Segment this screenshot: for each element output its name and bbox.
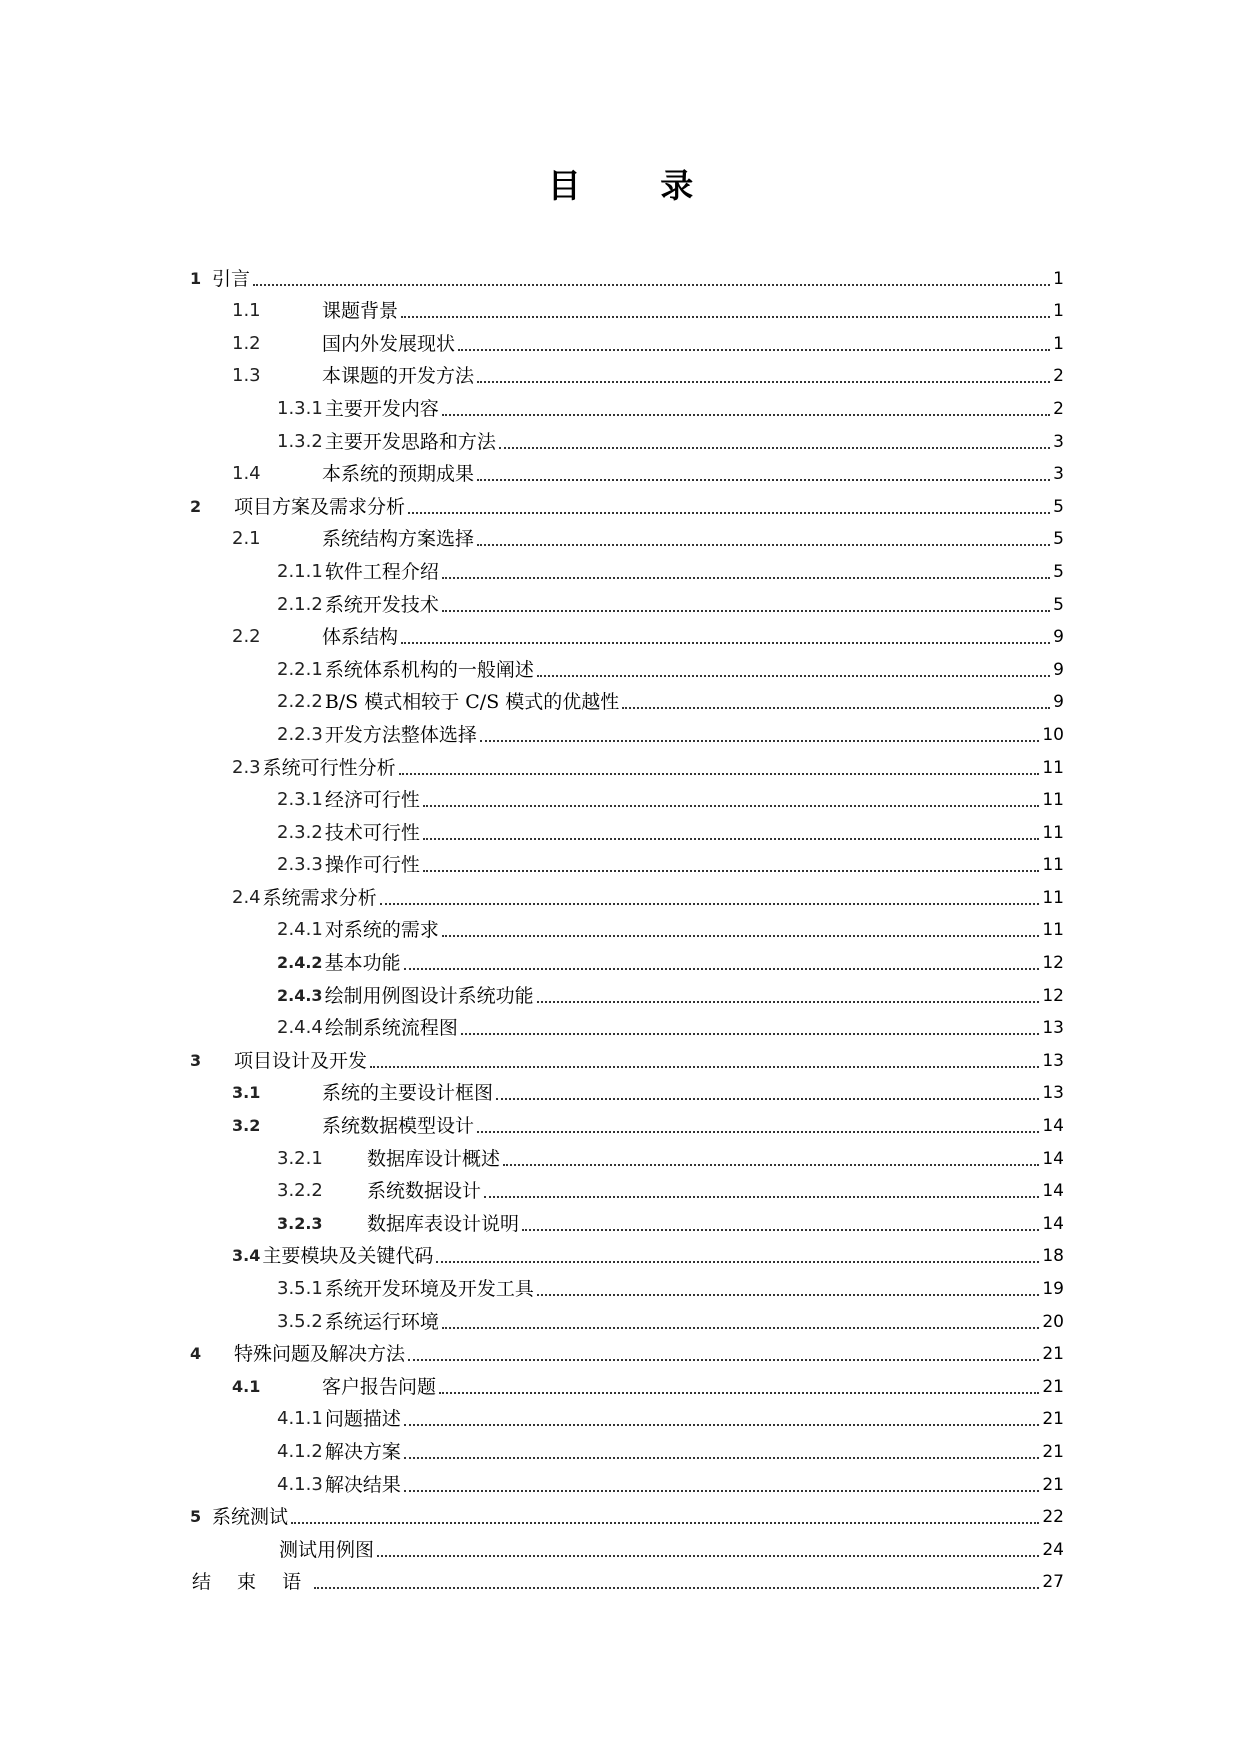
dot-leader	[537, 1293, 1040, 1296]
toc-entry-title: 软件工程介绍	[324, 560, 439, 583]
toc-entry[interactable]	[190, 812, 1064, 845]
toc-entry-number: 3.2.3	[277, 1213, 323, 1233]
toc-entry-number: 3.2.1	[277, 1147, 323, 1169]
dot-leader	[499, 446, 1050, 449]
toc-entry[interactable]	[190, 258, 1064, 291]
toc-entry-page: 1	[1053, 301, 1064, 322]
dot-leader	[291, 1521, 1039, 1524]
toc-entry-number: 2.3.2	[277, 821, 323, 843]
toc-entry-page: 9	[1053, 659, 1064, 680]
toc-entry-number: 2.4	[232, 886, 261, 908]
toc-entry[interactable]	[190, 780, 1064, 813]
toc-entry-number: 2.4.4	[277, 1017, 323, 1039]
toc-entry-page: 21	[1042, 1376, 1064, 1397]
toc-entry[interactable]	[190, 1008, 1064, 1041]
toc-entry-page: 11	[1042, 822, 1064, 843]
toc-entry[interactable]	[190, 421, 1064, 454]
dot-leader	[370, 1065, 1039, 1068]
toc-entry-title: 系统数据设计	[367, 1180, 482, 1203]
toc-entry-number: 5	[190, 1507, 202, 1527]
toc-entry-title: 数据库设计概述	[367, 1147, 501, 1170]
toc-entry-page: 3	[1053, 464, 1064, 485]
toc-entry-page: 24	[1042, 1539, 1064, 1560]
toc-entry-number: 4.1	[232, 1376, 261, 1396]
toc-entry[interactable]	[190, 649, 1064, 682]
toc-entry-page: 1	[1053, 333, 1064, 354]
toc-entry-number: 1.3	[232, 365, 261, 387]
toc-entry-title: 系统数据模型设计	[322, 1115, 475, 1138]
toc-entry-title: 操作可行性	[324, 854, 420, 877]
toc-entry-page: 9	[1053, 692, 1064, 713]
toc-entry-page: 5	[1053, 594, 1064, 615]
dot-leader	[537, 1000, 1040, 1003]
toc-entry-title: 经济可行性	[324, 789, 420, 812]
toc-entry[interactable]	[190, 584, 1064, 617]
dot-leader	[461, 1032, 1040, 1035]
toc-entry[interactable]	[190, 942, 1064, 975]
toc-entry-number: 3.4	[232, 1246, 261, 1266]
toc-entry-page: 13	[1042, 1018, 1064, 1039]
toc-entry-number: 2.1.1	[277, 560, 323, 582]
toc-entry[interactable]	[190, 1464, 1064, 1497]
toc-entry-number: 3.2	[232, 1116, 261, 1136]
dot-leader	[380, 902, 1040, 905]
dot-leader	[522, 1228, 1039, 1231]
toc-entry-title: B/S 模式相较于 C/S 模式的优越性	[324, 691, 620, 714]
toc-entry-number: 1.4	[232, 463, 261, 485]
toc-entry[interactable]	[190, 1529, 1064, 1562]
toc-entry[interactable]	[190, 1236, 1064, 1269]
toc-entry-title: 结 束 语	[192, 1571, 312, 1594]
dot-leader	[404, 1489, 1040, 1492]
toc-entry[interactable]	[190, 1203, 1064, 1236]
toc-entry-title: 系统结构方案选择	[322, 528, 475, 551]
toc-entry-number: 2.3.1	[277, 789, 323, 811]
dot-leader	[408, 1358, 1039, 1361]
toc-entry[interactable]	[190, 486, 1064, 519]
toc-entry-title: 基本功能	[324, 952, 401, 975]
toc-entry-page: 3	[1053, 431, 1064, 452]
toc-entry[interactable]	[190, 975, 1064, 1008]
toc-entry-number: 3.1	[232, 1083, 261, 1103]
toc-entry[interactable]	[190, 1334, 1064, 1367]
dot-leader	[442, 413, 1050, 416]
toc-entry-page: 13	[1042, 1050, 1064, 1071]
toc-entry-title: 测试用例图	[279, 1538, 375, 1561]
dot-leader	[436, 1260, 1039, 1263]
toc-entry[interactable]	[190, 1138, 1064, 1171]
toc-entry-number: 3.5.2	[277, 1310, 323, 1332]
dot-leader	[314, 1586, 1039, 1589]
dot-leader	[537, 674, 1050, 677]
toc-entry-title: 项目方案及需求分析	[234, 495, 406, 518]
toc-entry-number: 4	[190, 1344, 202, 1364]
dot-leader	[503, 1163, 1039, 1166]
toc-entry-title: 主要模块及关键代码	[262, 1245, 434, 1268]
page-title: 目 录	[547, 166, 728, 205]
toc-entry-page: 20	[1042, 1311, 1064, 1332]
toc-entry-title: 对系统的需求	[324, 919, 439, 942]
toc-entry-title: 系统开发技术	[324, 593, 439, 616]
dot-leader	[477, 1130, 1039, 1133]
toc-entry-title: 特殊问题及解决方法	[234, 1343, 406, 1366]
toc-entry-page: 14	[1042, 1213, 1064, 1234]
toc-entry-number: 1	[190, 268, 202, 288]
dot-leader	[480, 739, 1040, 742]
toc-entry-page: 11	[1042, 855, 1064, 876]
toc-entry-number: 2.2.3	[277, 723, 323, 745]
toc-entry[interactable]	[190, 1073, 1064, 1106]
dot-leader	[496, 1097, 1039, 1100]
toc-entry-number: 2	[190, 496, 202, 516]
toc-entry[interactable]	[190, 1301, 1064, 1334]
toc-entry-page: 14	[1042, 1181, 1064, 1202]
toc-entry[interactable]	[190, 519, 1064, 552]
toc-entry-number: 4.1.3	[277, 1473, 323, 1495]
table-of-contents	[190, 258, 1064, 1594]
dot-leader	[404, 967, 1040, 970]
toc-entry-title: 主要开发内容	[324, 397, 439, 420]
toc-entry[interactable]	[190, 356, 1064, 389]
toc-entry-title: 解决结果	[324, 1473, 401, 1496]
dot-leader	[408, 511, 1050, 514]
toc-entry-page: 19	[1042, 1279, 1064, 1299]
toc-entry-title: 解决方案	[324, 1440, 401, 1463]
dot-leader	[477, 543, 1050, 546]
toc-entry-page: 11	[1042, 887, 1064, 908]
toc-entry-title: 课题背景	[322, 300, 399, 323]
toc-entry-page: 27	[1042, 1572, 1064, 1593]
toc-entry-number: 2.3.3	[277, 854, 323, 876]
toc-entry-number: 3	[190, 1050, 202, 1070]
toc-entry-title: 系统运行环境	[324, 1310, 439, 1333]
toc-entry-page: 5	[1053, 529, 1064, 550]
toc-entry-number: 2.2	[232, 626, 261, 648]
toc-entry-page: 11	[1042, 790, 1064, 811]
toc-entry[interactable]	[190, 1399, 1064, 1432]
toc-entry-title: 开发方法整体选择	[324, 723, 477, 746]
toc-entry[interactable]	[190, 1171, 1064, 1204]
toc-entry-page: 1	[1053, 268, 1064, 289]
toc-entry-number: 1.3.2	[277, 430, 323, 452]
dot-leader	[404, 1423, 1040, 1426]
toc-entry-page: 2	[1053, 366, 1064, 387]
toc-entry[interactable]	[190, 1562, 1064, 1595]
toc-entry-page: 21	[1042, 1474, 1064, 1495]
toc-entry[interactable]	[190, 747, 1064, 780]
toc-entry-title: 系统需求分析	[262, 886, 377, 909]
toc-entry-title: 系统测试	[212, 1506, 289, 1529]
toc-entry-title: 本系统的预期成果	[322, 463, 475, 486]
toc-entry-number: 2.4.2	[277, 953, 323, 973]
toc-entry[interactable]	[190, 1105, 1064, 1138]
toc-entry-number: 2.2.1	[277, 658, 323, 680]
toc-entry-title: 国内外发展现状	[322, 332, 456, 355]
dot-leader	[622, 706, 1050, 709]
toc-entry-title: 问题描述	[324, 1408, 401, 1431]
toc-entry-page: 21	[1042, 1441, 1064, 1462]
dot-leader	[401, 641, 1050, 644]
dot-leader	[484, 1195, 1039, 1198]
toc-entry[interactable]	[190, 1040, 1064, 1073]
toc-entry[interactable]	[190, 291, 1064, 324]
toc-entry-title: 系统的主要设计框图	[322, 1082, 494, 1105]
toc-entry-number: 4.1.1	[277, 1408, 323, 1430]
toc-entry[interactable]	[190, 714, 1064, 747]
toc-entry[interactable]	[190, 1431, 1064, 1464]
toc-entry-page: 5	[1053, 496, 1064, 517]
toc-entry-number: 1.1	[232, 300, 261, 322]
toc-entry-title: 本课题的开发方法	[322, 365, 475, 388]
toc-entry[interactable]	[190, 845, 1064, 878]
toc-entry-page: 14	[1042, 1116, 1064, 1137]
toc-entry-number: 2.1.2	[277, 593, 323, 615]
dot-leader	[477, 478, 1050, 481]
toc-entry-number: 2.4.1	[277, 919, 323, 941]
toc-entry-title: 绘制系统流程图	[324, 1017, 458, 1040]
toc-entry-number: 1.2	[232, 332, 261, 354]
dot-leader	[458, 348, 1050, 351]
dot-leader	[442, 609, 1050, 612]
toc-entry-number: 2.1	[232, 528, 261, 550]
toc-entry-title: 体系结构	[322, 626, 399, 649]
toc-entry-page: 21	[1042, 1344, 1064, 1365]
toc-entry[interactable]	[190, 682, 1064, 715]
toc-entry-title: 技术可行性	[324, 821, 420, 844]
toc-entry-page: 9	[1053, 627, 1064, 648]
toc-entry-page: 11	[1042, 757, 1064, 778]
toc-entry-page: 12	[1042, 953, 1064, 974]
toc-entry-number: 2.2.2	[277, 691, 323, 713]
toc-entry-title: 系统体系机构的一般阐述	[324, 658, 534, 681]
dot-leader	[377, 1554, 1039, 1557]
toc-entry[interactable]	[190, 1497, 1064, 1530]
toc-entry-title: 主要开发思路和方法	[324, 430, 496, 453]
dot-leader	[477, 380, 1050, 383]
toc-entry[interactable]	[190, 388, 1064, 421]
toc-entry-number: 2.3	[232, 756, 261, 778]
dot-leader	[439, 1391, 1039, 1394]
toc-entry-page: 18	[1042, 1246, 1064, 1267]
toc-entry-page: 21	[1042, 1409, 1064, 1430]
toc-entry-title: 引言	[212, 267, 251, 290]
dot-leader	[399, 772, 1040, 775]
dot-leader	[423, 804, 1040, 807]
toc-entry-number: 3.5.1	[277, 1278, 323, 1299]
toc-entry-page: 2	[1053, 398, 1064, 419]
toc-entry-page: 10	[1042, 724, 1064, 745]
dot-leader	[253, 283, 1050, 286]
toc-entry-page: 14	[1042, 1148, 1064, 1169]
toc-entry[interactable]	[190, 910, 1064, 943]
toc-entry-number: 3.2.2	[277, 1180, 323, 1202]
toc-entry[interactable]	[190, 323, 1064, 356]
toc-entry-page: 12	[1042, 985, 1064, 1006]
dot-leader	[442, 934, 1040, 937]
toc-entry[interactable]	[190, 877, 1064, 910]
dot-leader	[442, 576, 1050, 579]
toc-entry-number: 1.3.1	[277, 397, 323, 419]
toc-entry-page: 11	[1042, 920, 1064, 941]
toc-entry[interactable]	[190, 617, 1064, 650]
toc-entry-title: 系统可行性分析	[262, 756, 396, 779]
toc-entry[interactable]	[190, 551, 1064, 584]
toc-entry-title: 项目设计及开发	[234, 1049, 368, 1072]
toc-entry-page: 13	[1042, 1083, 1064, 1104]
toc-entry-page: 5	[1053, 561, 1064, 582]
dot-leader	[401, 315, 1050, 318]
toc-entry-title: 客户报告问题	[322, 1375, 437, 1398]
toc-entry-number: 4.1.2	[277, 1440, 323, 1462]
dot-leader	[442, 1326, 1040, 1329]
dot-leader	[423, 869, 1040, 872]
dot-leader	[423, 837, 1040, 840]
toc-entry-title: 绘制用例图设计系统功能	[324, 984, 534, 1007]
dot-leader	[404, 1456, 1040, 1459]
toc-entry-title: 系统开发环境及开发工具	[324, 1278, 534, 1300]
toc-entry-number: 2.4.3	[277, 985, 323, 1005]
toc-entry-title: 数据库表设计说明	[367, 1212, 520, 1235]
toc-entry[interactable]	[190, 1268, 1064, 1301]
toc-entry[interactable]	[190, 1366, 1064, 1399]
toc-entry[interactable]	[190, 454, 1064, 487]
toc-entry-page: 22	[1042, 1507, 1064, 1528]
